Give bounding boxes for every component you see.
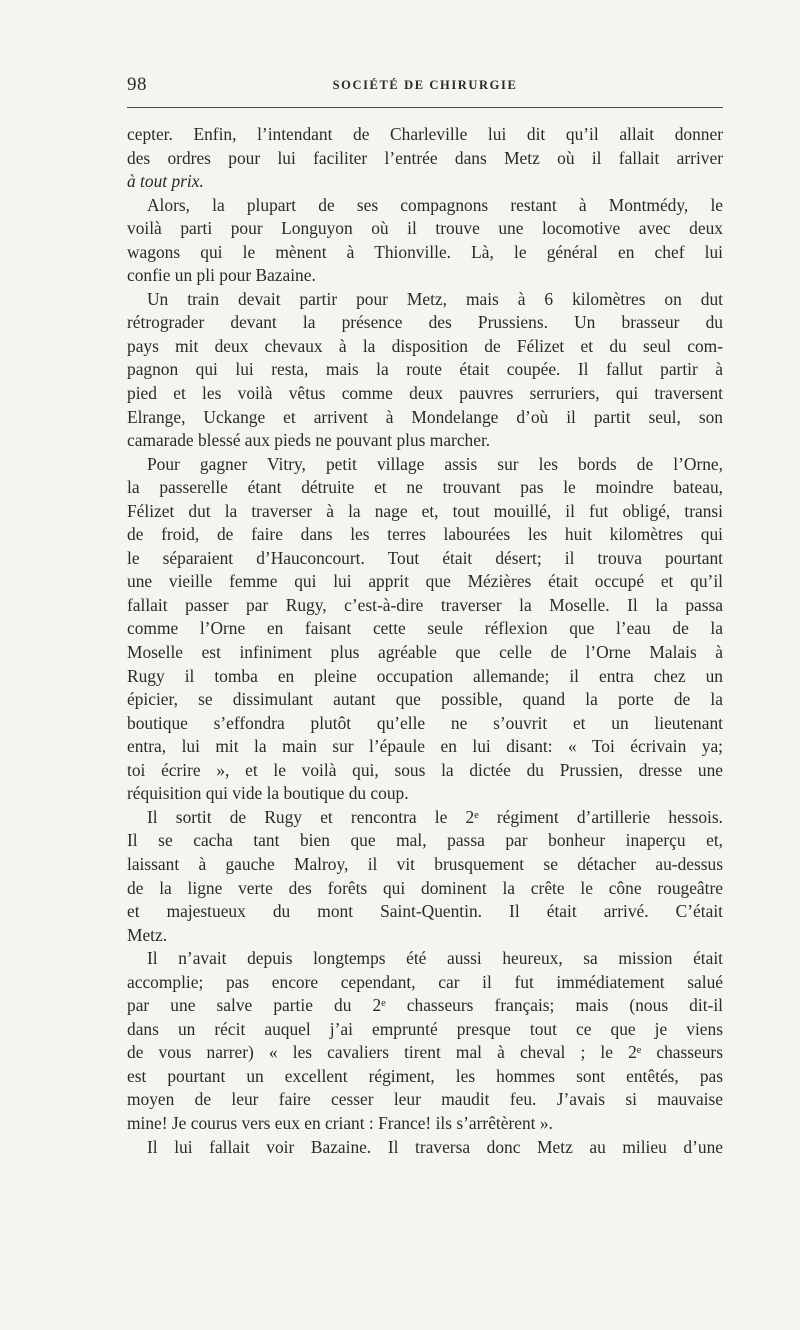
text-line: Moselle est infiniment plus agréable que celle de l’Orne Malais à xyxy=(127,642,723,663)
text-line: camarade blessé aux pieds ne pouvant plus marcher. xyxy=(127,430,491,451)
text-line: des ordres pour lui faciliter l’entrée dans Metz où il fallait arriver xyxy=(127,147,723,168)
text-line: wagons qui le mènent à Thionville. Là, le général en chef lui xyxy=(127,241,723,262)
text-line: est pourtant un excellent régiment, les hommes sont entêtés, pas xyxy=(127,1065,723,1086)
text-line: Il n’avait depuis longtemps été aussi heureux, sa mission était xyxy=(147,948,723,969)
text-line: dans un récit auquel j’ai emprunté presque tout ce que je viens xyxy=(127,1018,723,1039)
text-line: une vieille femme qui lui apprit que Mézières était occupé et qu’il xyxy=(127,571,723,592)
text-line: épicier, se dissimulant autant que possible, quand la porte de la xyxy=(127,689,723,710)
text-line: cepter. Enfin, l’intendant de Charleville lui dit qu’il allait donner xyxy=(127,124,723,144)
text-line: de la ligne verte des forêts qui dominent la crête le cône rougeâtre xyxy=(127,877,723,898)
text-line: la passerelle étant détruite et ne trouvant pas le moindre bateau, xyxy=(127,477,723,498)
text-line: par une salve partie du 2ᵉ chasseurs français; mais (nous dit-il xyxy=(127,995,723,1016)
text-line: Il sortit de Rugy et rencontra le 2ᵉ régiment d’artillerie hessois. xyxy=(147,806,723,827)
body-text xyxy=(127,123,723,1159)
text-line: fallait passer par Rugy, c’est-à-dire traverser la Moselle. Il la passa xyxy=(127,594,723,615)
text-line: pied et les voilà vêtus comme deux pauvres serruriers, qui traversent xyxy=(127,383,723,404)
text-line: confie un pli pour Bazaine. xyxy=(127,265,316,286)
page-header xyxy=(127,68,723,98)
text-line: Il lui fallait voir Bazaine. Il traversa donc Metz au milieu d’une xyxy=(147,1136,723,1157)
header-rule xyxy=(127,107,723,108)
text-line xyxy=(127,170,723,194)
italic-phrase: à tout prix. xyxy=(127,171,204,192)
text-line: voilà parti pour Longuyon où il trouve une locomotive avec deux xyxy=(127,218,723,239)
text-line: Il se cacha tant bien que mal, passa par bonheur inaperçu et, xyxy=(127,830,723,851)
text-line: Félizet dut la traverser à la nage et, tout mouillé, il fut obligé, transi xyxy=(127,500,723,521)
text-line: de vous narrer) « les cavaliers tirent mal à cheval ; le 2ᵉ chasseurs xyxy=(127,1042,723,1063)
text-line: boutique s’effondra plutôt qu’elle ne s’ouvrit et un lieutenant xyxy=(127,712,723,733)
running-title: SOCIÉTÉ DE CHIRURGIE xyxy=(332,78,518,92)
text-line: Metz. xyxy=(127,924,168,945)
text-line: Rugy il tomba en pleine occupation allemande; il entra chez un xyxy=(127,665,723,686)
text-line: rétrograder devant la présence des Prussiens. Un brasseur du xyxy=(127,312,723,333)
text-line: pays mit deux chevaux à la disposition de Félizet et du seul com- xyxy=(127,335,723,356)
text-line: et majestueux du mont Saint-Quentin. Il était arrivé. C’était xyxy=(127,901,723,922)
text-line: réquisition qui vide la boutique du coup. xyxy=(127,783,409,804)
text-line: moyen de leur faire cesser leur maudit feu. J’avais si mauvaise xyxy=(127,1089,723,1110)
text-line: entra, lui mit la main sur l’épaule en lui disant: « Toi écrivain ya; xyxy=(127,736,723,757)
text-line: accomplie; pas encore cependant, car il fut immédiatement salué xyxy=(127,971,723,992)
text-line: Elrange, Uckange et arrivent à Mondelange d’où il partit seul, son xyxy=(127,406,723,427)
text-line: laissant à gauche Malroy, il vit brusquement se détacher au-dessus xyxy=(127,853,723,874)
text-line: de froid, de faire dans les terres labourées les huit kilomètres qui xyxy=(127,524,723,545)
text-line: Alors, la plupart de ses compagnons restant à Montmédy, le xyxy=(147,194,723,215)
text-line: toi écrire », et le voilà qui, sous la dictée du Prussien, dresse une xyxy=(127,759,723,780)
text-line: mine! Je courus vers eux en criant : France! ils s’arrêtèrent ». xyxy=(127,1112,553,1133)
text-line: Un train devait partir pour Metz, mais à 6 kilomètres on dut xyxy=(147,288,723,309)
page-number: 98 xyxy=(127,74,147,95)
text-line: Pour gagner Vitry, petit village assis sur les bords de l’Orne, xyxy=(147,453,723,474)
text-line: comme l’Orne en faisant cette seule réflexion que l’eau de la xyxy=(127,618,723,639)
text-line: le séparaient d’Hauconcourt. Tout était désert; il trouva pourtant xyxy=(127,547,723,568)
text-line: pagnon qui lui resta, mais la route était coupée. Il fallut partir à xyxy=(127,359,723,380)
